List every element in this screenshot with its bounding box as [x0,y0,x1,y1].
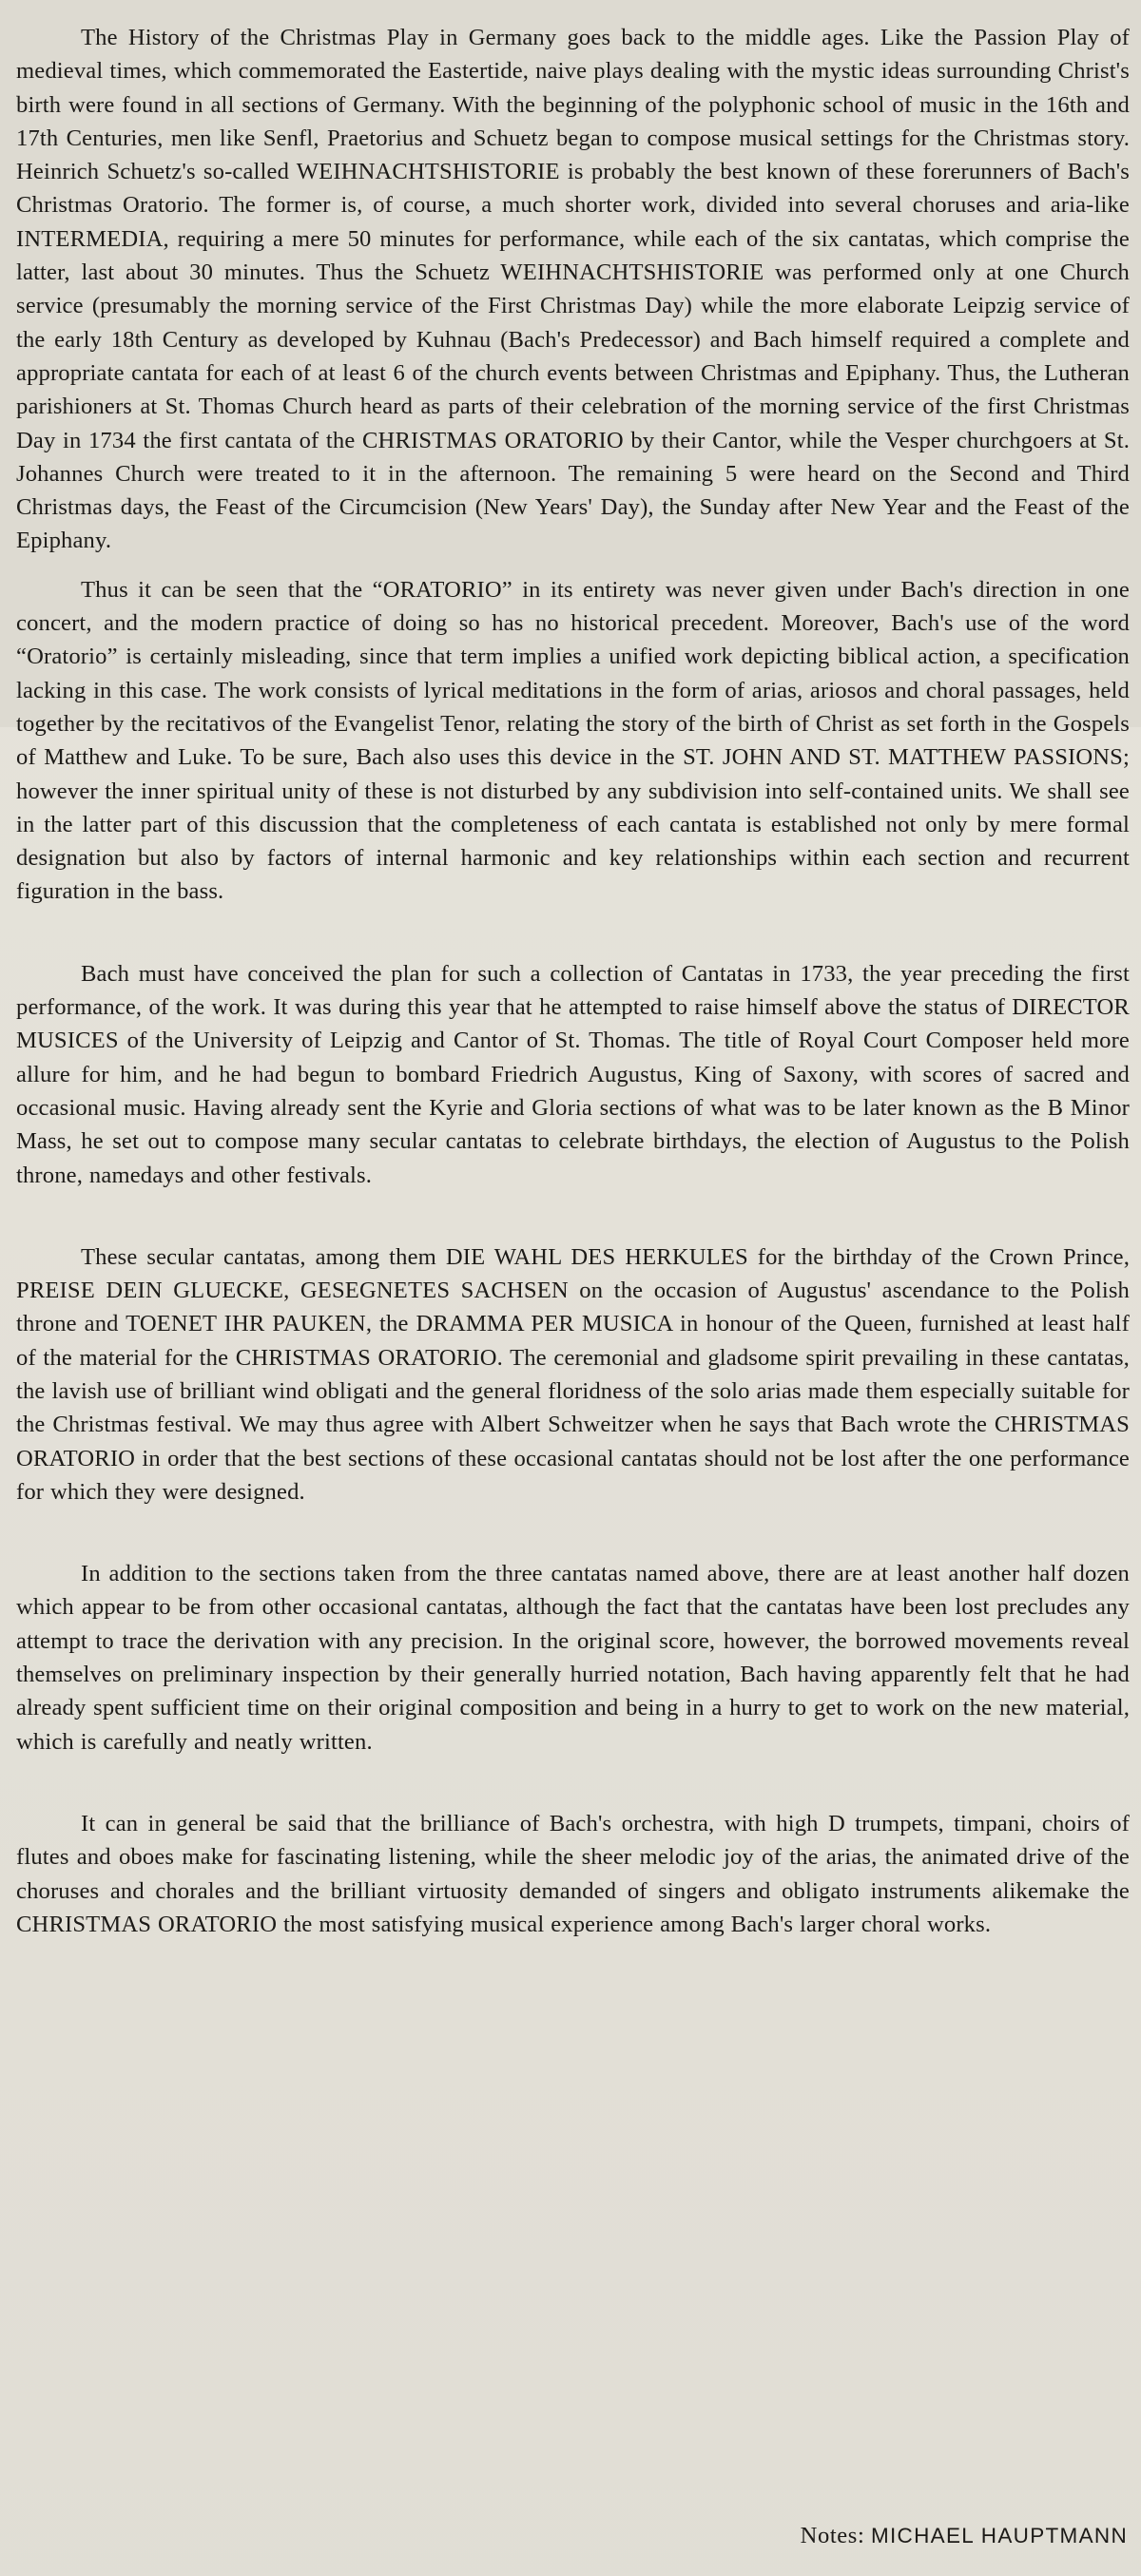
paragraph-cantata-plan: Bach must have conceived the plan for such a collection of Cantatas in 1733, the year preceding the first performance, of the work. It was during this year that he attempted to raise himself above the status of DIRECTOR MUSICES of the University of Leipzig and Cantor of St. Thomas. The title of Royal Court Composer held more allure for him, and he had begun to bombard Friedrich Augustus, King of Saxony, with scores of sacred and occasional music. Having already sent the Kyrie and Gloria sections of what was to be later known as the B Minor Mass, he set out to compose many secular cantatas to celebrate birthdays, the election of Augustus to the Polish throne, namedays and other festivals. [16,960,1130,1188]
liner-notes-body [16,21,1130,1941]
paragraph-borrowed-sections: In addition to the sections taken from the three cantatas named above, there are at least another half dozen which appear to be from other occasional cantatas, although the fact that the cantatas have been lost precludes any attempt to trace the derivation with any precision. In the original score, however, the borrowed movements reveal themselves on preliminary inspection by their generally hurried notation, Bach having apparently felt that he had already spent sufficient time on their original composition and being in a hurry to get to work on the new material, which is carefully and neatly written. [16,1561,1130,1755]
credit-label: Notes: [800,2523,865,2548]
credit-author-name: MICHAEL HAUPTMANN [870,2524,1128,2547]
paragraph-history: The History of the Christmas Play in Germany goes back to the middle ages. Like the Passion Play of medieval times, which commemorated the Eastertide, naive plays dealing with the mystic ideas surrounding Christ's birth were found in all sections of Germany. With the beginning of the polyphonic school of music in the 16th and 17th Centuries, men like Senfl, Praetorius and Schuetz began to compose musical settings for the Christmas story. Heinrich Schuetz's so-called WEIHNACHTSHISTORIE is probably the best known of these forerunners of Bach's Christmas Oratorio. The former is, of course, a much shorter work, divided into several choruses and aria-like INTERMEDIA, requiring a mere 50 minutes for performance, while each of the six cantatas, which comprise the latter, last about 30 minutes. Thus the Schuetz WEIHNACHTSHISTORIE was performed only at one Church service (presumably the morning service of the First Christmas Day) while the more elaborate Leipzig service of the early 18th Century as developed by Kuhnau (Bach's Predecessor) and Bach himself required a complete and appropriate cantata for each of at least 6 of the church events between Christmas and Epiphany. Thus, the Lutheran parishioners at St. Thomas Church heard as parts of their celebration of the morning service of the first Christmas Day in 1734 the first cantata of the CHRISTMAS ORATORIO by their Cantor, while the Vesper churchgoers at St. Johannes Church were treated to it in the afternoon. The remaining 5 were heard on the Second and Third Christmas days, the Feast of the Circumcision (New Years' Day), the Sunday after New Year and the Feast of the Epiphany. [16,25,1130,554]
paragraph-secular-cantatas: These secular cantatas, among them DIE WAHL DES HERKULES for the birthday of the Crown Prince, PREISE DEIN GLUECKE, GESEGNETES SACHSEN on the occasion of Augustus' ascendance to the Polish throne and TOENET IHR PAUKEN, the DRAMMA PER MUSICA in honour of the Queen, furnished at least half of the material for the CHRISTMAS ORATORIO. The ceremonial and gladsome spirit prevailing in these cantatas, the lavish use of brilliant wind obligati and the general floridness of the solo arias made them especially suitable for the Christmas festival. We may thus agree with Albert Schweitzer when he says that Bach wrote the CHRISTMAS ORATORIO in order that the best sections of these occasional cantatas should not be lost after the one performance for which they were designed. [16,1243,1130,1505]
paragraph-oratorio-performance: Thus it can be seen that the “ORATORIO” in its entirety was never given under Bach's direction in one concert, and the modern practice of doing so has no historical precedent. Moreover, Bach's use of the word “Oratorio” is certainly misleading, since that term implies a unified work depicting biblical action, a specification lacking in this case. The work consists of lyrical meditations in the form of arias, ariosos and choral passages, held together by the recitativos of the Evangelist Tenor, relating the story of the birth of Christ as set forth in the Gospels of Matthew and Luke. To be sure, Bach also uses this device in the ST. JOHN AND ST. MATTHEW PASSIONS; however the inner spiritual unity of these is not disturbed by any subdivision into self-contained units. We shall see in the latter part of this discussion that the completeness of each cantata is established not only by mere formal designation but also by factors of internal harmonic and key relationships within each section and recurrent figuration in the bass. [16,576,1130,905]
paragraph-orchestra-brilliance: It can in general be said that the brilliance of Bach's orchestra, with high D trumpets, timpani, choirs of flutes and oboes make for fascinating listening, while the sheer melodic joy of the arias, the animated drive of the choruses and chorales and the brilliant virtuosity demanded of singers and obligato instruments alikemake the CHRISTMAS ORATORIO the most satisfying musical experience among Bach's larger choral works. [16,1810,1130,1937]
author-credit [801,2519,1128,2552]
